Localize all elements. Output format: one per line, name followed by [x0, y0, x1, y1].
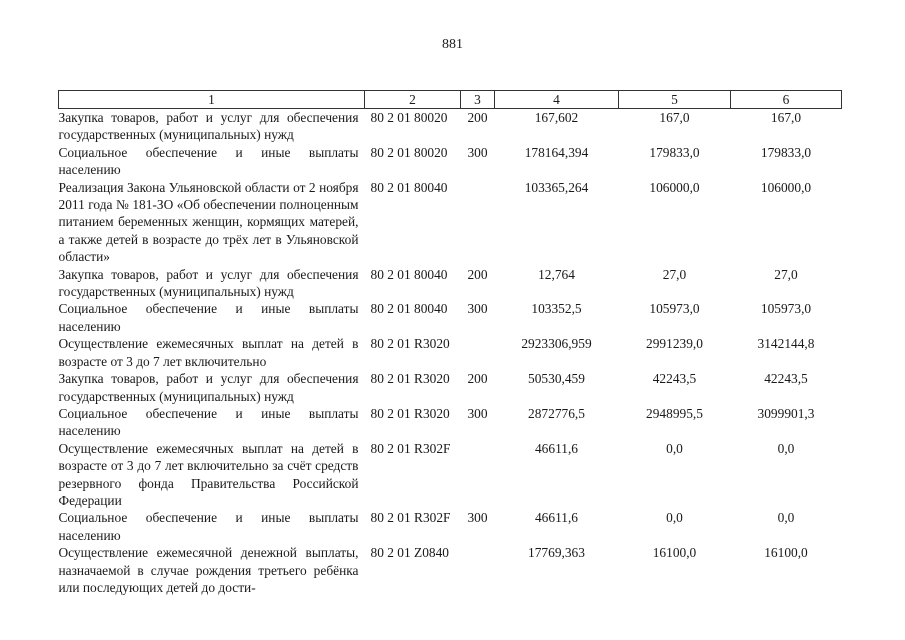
row-name: Социальное обеспечение и иные выплаты населению — [58, 144, 359, 178]
row-value-5: 2948995,5 — [646, 405, 703, 421]
row-expense-type: 300 — [467, 510, 488, 526]
row-value-6: 3142144,8 — [757, 336, 815, 352]
row-expense-type: 200 — [467, 371, 488, 387]
header-row — [59, 91, 842, 109]
row-code: 80 2 01 R3020 — [370, 405, 450, 421]
table-row — [59, 544, 842, 596]
row-name: Осуществление ежемесячных выплат на детей в возрасте от 3 до 7 лет включительно — [58, 336, 359, 369]
row-code: 80 2 01 80020 — [370, 110, 448, 125]
row-value-5: 106000,0 — [649, 179, 700, 195]
row-code: 80 2 01 80020 — [370, 144, 448, 160]
table-row — [59, 109, 842, 144]
row-value-5: 16100,0 — [652, 545, 697, 561]
row-value-6: 0,0 — [777, 440, 795, 456]
table-row — [59, 144, 842, 179]
row-value-5: 105973,0 — [649, 301, 700, 317]
row-value-4: 178164,394 — [524, 144, 589, 160]
row-value-6: 0,0 — [777, 510, 795, 526]
row-code: 80 2 01 R302F — [370, 440, 451, 456]
row-expense-type — [461, 335, 495, 370]
row-name: Закупка товаров, работ и услуг для обеспечения государственных (муниципальных) нужд — [58, 266, 359, 300]
header-col-1: 1 — [59, 91, 365, 109]
table-row — [59, 509, 842, 544]
row-name: Осуществление ежемесячной денежной выплаты, назначаемой в случае рождения третьего ребёнка или последующих детей до дости- — [58, 545, 359, 595]
row-value-4: 46611,6 — [534, 440, 579, 456]
row-value-6: 167,0 — [770, 110, 802, 125]
row-code: 80 2 01 R302F — [370, 510, 451, 526]
table-row — [59, 300, 842, 335]
row-name: Осуществление ежемесячных выплат на детей в возрасте от 3 до 7 лет включительно за счёт средств резервного фонда Правительства Российской Федерации — [58, 440, 359, 508]
row-value-5: 42243,5 — [652, 371, 697, 387]
row-code: 80 2 01 80040 — [370, 266, 448, 282]
header-col-5: 5 — [619, 91, 731, 109]
row-name: Закупка товаров, работ и услуг для обеспечения государственных (муниципальных) нужд — [58, 371, 359, 404]
row-value-5: 2991239,0 — [646, 336, 703, 352]
table-row — [59, 370, 842, 405]
table-row — [59, 179, 842, 266]
header-col-3: 3 — [461, 91, 495, 109]
row-value-4: 17769,363 — [528, 545, 585, 561]
row-value-6: 42243,5 — [764, 371, 808, 387]
row-expense-type: 200 — [467, 266, 488, 282]
table-row — [59, 335, 842, 370]
row-code: 80 2 01 80040 — [370, 301, 448, 317]
row-value-4: 103352,5 — [531, 301, 582, 317]
row-expense-type — [461, 544, 495, 596]
row-code: 80 2 01 R3020 — [370, 371, 450, 387]
table-body — [59, 109, 842, 597]
row-value-5: 0,0 — [666, 510, 683, 526]
row-value-5: 27,0 — [662, 266, 687, 282]
row-expense-type — [461, 440, 495, 510]
row-value-4: 167,602 — [534, 110, 579, 125]
budget-table — [58, 90, 842, 596]
row-value-5: 179833,0 — [649, 144, 700, 160]
header-col-4: 4 — [495, 91, 619, 109]
row-name: Социальное обеспечение и иные выплаты населению — [58, 301, 359, 334]
row-value-6: 27,0 — [774, 266, 798, 282]
row-name: Социальное обеспечение и иные выплаты населению — [58, 405, 359, 439]
row-value-5: 167,0 — [659, 110, 690, 125]
row-expense-type: 300 — [467, 405, 488, 421]
row-name: Реализация Закона Ульяновской области от 2 ноября 2011 года № 181-ЗО «Об обеспечении полноценным питанием беременных женщин, кормящих матерей, а также детей в возрасте до трёх лет в Ульяновской области» — [58, 179, 359, 265]
row-expense-type — [461, 179, 495, 266]
table-row — [59, 266, 842, 301]
page-number: 881 — [442, 37, 463, 52]
row-expense-type: 300 — [467, 301, 488, 317]
row-value-4: 50530,459 — [528, 371, 585, 387]
table-row — [59, 405, 842, 440]
row-value-4: 2923306,959 — [521, 336, 592, 352]
table-header — [59, 91, 842, 109]
row-expense-type: 200 — [467, 110, 488, 125]
row-value-4: 46611,6 — [534, 510, 579, 526]
row-name: Социальное обеспечение и иные выплаты населению — [58, 510, 359, 543]
row-code: 80 2 01 80040 — [370, 179, 448, 195]
row-value-6: 16100,0 — [764, 545, 808, 561]
header-col-6: 6 — [731, 91, 842, 109]
row-value-4: 103365,264 — [524, 179, 589, 195]
header-col-2: 2 — [365, 91, 461, 109]
row-value-6: 3099901,3 — [757, 405, 815, 421]
row-value-6: 179833,0 — [760, 144, 812, 160]
row-value-5: 0,0 — [666, 440, 683, 456]
row-code: 80 2 01 Z0840 — [370, 545, 449, 561]
row-name: Закупка товаров, работ и услуг для обеспечения государственных (муниципальных) нужд — [58, 110, 359, 143]
row-value-6: 106000,0 — [760, 179, 812, 195]
row-value-4: 2872776,5 — [528, 405, 585, 421]
row-code: 80 2 01 R3020 — [370, 336, 450, 352]
table-row — [59, 440, 842, 510]
row-value-6: 105973,0 — [760, 301, 812, 317]
row-value-4: 12,764 — [538, 266, 575, 282]
row-expense-type: 300 — [467, 144, 488, 160]
